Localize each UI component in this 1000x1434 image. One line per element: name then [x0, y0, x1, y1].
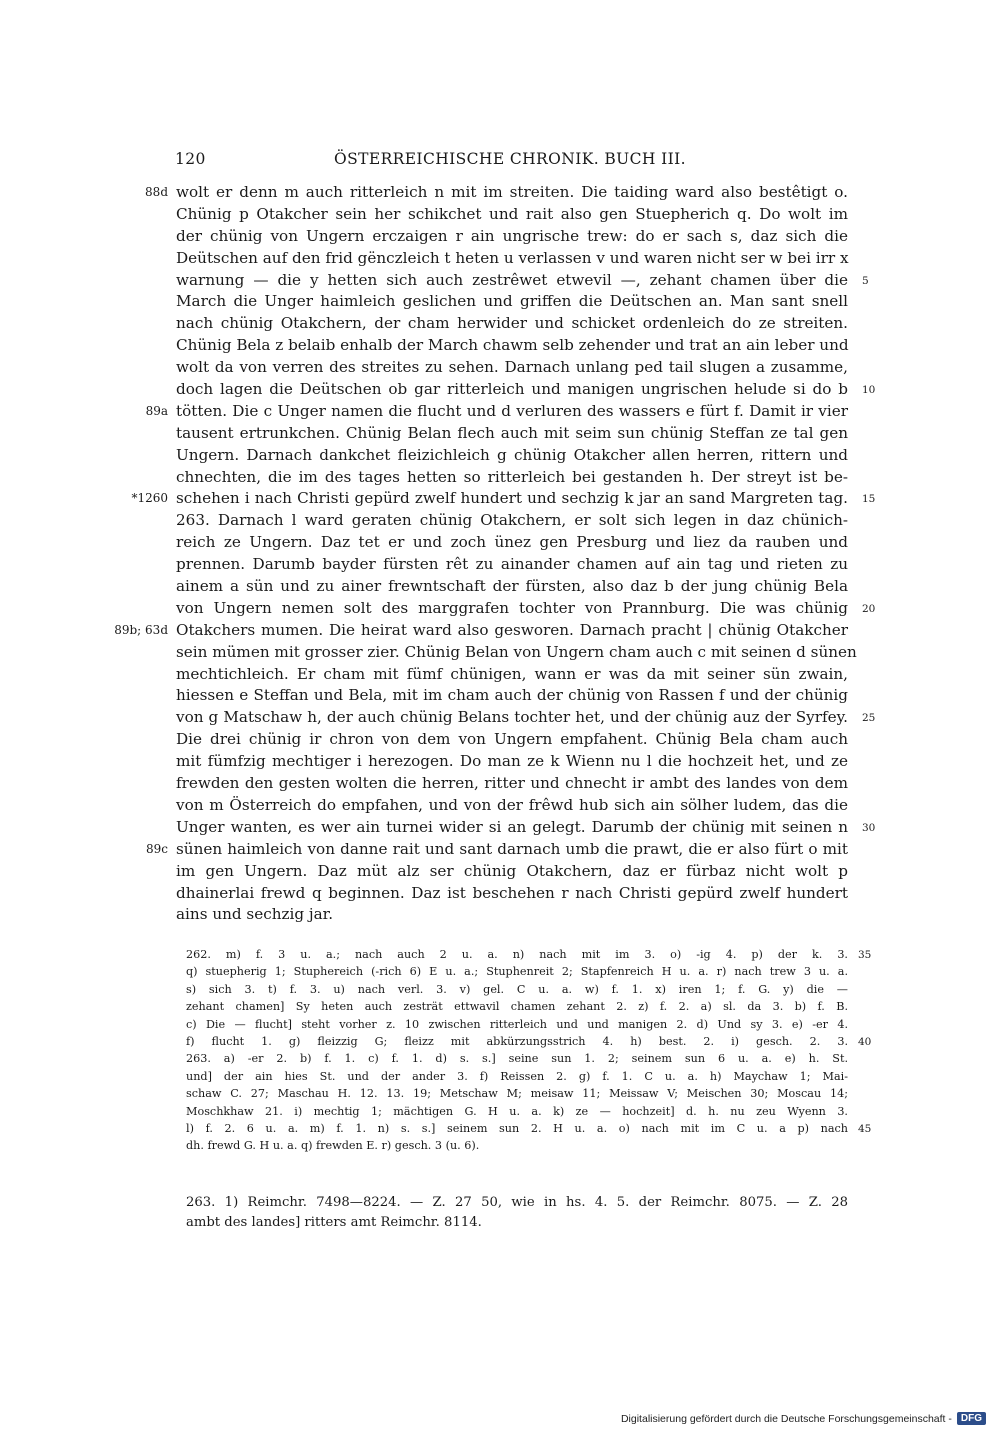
line-text: March die Unger haimleich geslichen und griffen die Deütschen an. Man sant snell — [176, 292, 848, 311]
text-line — [114, 620, 848, 642]
text-line — [131, 488, 876, 510]
line-text: 263. a) -er 2. b) f. 1. c) f. 1. d) s. s.] seine sun 1. 2; seinem sun 6 u. a. e) h. St. — [186, 1052, 848, 1066]
line-text: prennen. Darumb bayder fürsten rêt zu ainander chamen auf ain tag und rieten zu — [176, 555, 848, 574]
line-text: c) Die — flucht] steht vorher z. 10 zwischen ritterleich und und manigen 2. d) Und sy 3. e) -er 4. — [186, 1017, 848, 1031]
line-text: chnechten, die im des tages hetten so ritterleich bei gestanden h. Der streyt ist be- — [176, 467, 848, 486]
text-line — [145, 182, 848, 204]
line-text: f) flucht 1. g) fleizzig G; fleizz mit abkürzungsstrich 4. h) best. 2. i) gesch. 2. 3. — [186, 1034, 848, 1048]
text-line — [176, 664, 848, 686]
source-line — [186, 1193, 848, 1213]
line-text: Unger wanten, es wer ain turnei wider si an gelegt. Darumb der chünig mit seinen n — [176, 817, 848, 836]
line-text: Die drei chünig ir chron von dem von Ungern empfahent. Chünig Bela cham auch — [176, 730, 848, 749]
line-text: dhainerlai frewd q beginnen. Daz ist beschehen r nach Christi gepürd zwelf hundert — [176, 883, 848, 902]
text-line — [176, 598, 876, 620]
text-line — [176, 270, 869, 292]
text-line — [176, 335, 848, 357]
note-line — [186, 998, 848, 1015]
line-number: 45 — [858, 1122, 872, 1135]
text-line — [176, 729, 848, 751]
note-line — [186, 1137, 848, 1154]
line-text: von Ungern nemen solt des marggrafen tochter von Prannburg. Die was chünig — [176, 598, 848, 617]
line-text: 262. m) f. 3 u. a.; nach auch 2 u. a. n) nach mit im 3. o) -ig 4. p) der k. 3. — [186, 948, 848, 961]
line-text: l) f. 2. 6 u. a. m) f. 1. n) s. s.] seinem sun 2. H u. a. o) nach mit im C u. a p) nach — [186, 1121, 848, 1135]
page-number: 120 — [175, 150, 206, 168]
text-line — [176, 291, 848, 313]
line-text: wolt da von verren des streites zu sehen. Darnach unlang ped tail slugen a zusamme, — [176, 358, 848, 377]
text-line — [176, 576, 848, 598]
line-text: doch lagen die Deütschen ob gar ritterleich und manigen ungrischen helude si do b — [176, 380, 848, 399]
line-number: 15 — [862, 493, 876, 506]
line-text: schehen i nach Christi gepürd zwelf hundert und sechzig k jar an sand Margreten tag. — [176, 489, 848, 508]
line-text: mit fümfzig mechtiger i herezogen. Do man ze k Wienn nu l die hochzeit het, und ze — [176, 752, 848, 771]
text-line — [145, 401, 848, 423]
folio-reference: 89c — [146, 841, 168, 856]
text-line — [176, 707, 876, 729]
line-text: dh. frewd G. H u. a. q) frewden E. r) gesch. 3 (u. 6). — [186, 1139, 480, 1153]
note-line — [186, 1085, 848, 1102]
critical-apparatus — [186, 946, 872, 1155]
folio-reference: 89a — [145, 403, 168, 418]
folio-reference: *1260 — [131, 491, 168, 506]
line-text: tausent ertrunkchen. Chünig Belan flech auch mit seim sun chünig Steffan ze tal gen — [176, 423, 848, 442]
folio-reference: 89b; 63d — [114, 622, 168, 637]
text-line — [176, 883, 848, 905]
line-text: zehant chamen] Sy heten auch zesträt ettwavil chamen zehant 2. z) f. 2. a) sl. da 3. b) f. B. — [186, 1000, 848, 1014]
line-text: sein mümen mit grosser zier. Chünig Belan von Ungern cham auch c mit seinen d sünen — [176, 642, 857, 661]
note-line — [186, 1068, 848, 1085]
note-line — [186, 1120, 872, 1137]
chronicle-text — [114, 182, 876, 926]
text-line — [176, 642, 857, 664]
text-line — [176, 685, 848, 707]
running-title: ÖSTERREICHISCHE CHRONIK. BUCH III. — [333, 150, 687, 168]
page-header — [175, 150, 845, 174]
text-line — [176, 532, 848, 554]
line-text: Chünig Bela z belaib enhalb der March chawm selb zehender und trat an ain leber und — [176, 336, 849, 355]
text-line — [176, 445, 848, 467]
line-text: ains und sechzig jar. — [176, 905, 334, 924]
text-line — [176, 423, 848, 445]
line-text: reich ze Ungern. Daz tet er und zoch ünez gen Presburg und liez da rauben und — [176, 533, 848, 552]
line-number: 5 — [862, 274, 869, 287]
line-number: 35 — [858, 949, 872, 961]
line-number: 40 — [858, 1035, 872, 1048]
text-line — [176, 510, 848, 532]
text-line — [176, 861, 848, 883]
text-line — [176, 817, 876, 839]
line-number: 25 — [862, 712, 876, 725]
note-line — [186, 1033, 872, 1050]
note-line — [186, 1103, 848, 1120]
note-line — [186, 1016, 848, 1033]
text-line — [176, 248, 848, 270]
line-text: Moschkhaw 21. i) mechtig 1; mächtigen G. H u. a. k) ze — hochzeit] d. h. nu zeu Wyenn 3. — [186, 1104, 848, 1118]
note-line — [186, 946, 872, 963]
line-text: von g Matschaw h, der auch chünig Belans tochter het, und der chünig auz der Syrfey. — [176, 708, 848, 727]
text-line — [176, 357, 848, 379]
dfg-logo: DFG — [957, 1412, 986, 1425]
text-line — [176, 904, 848, 926]
line-text: im gen Ungern. Daz müt alz ser chünig Otakchern, daz er fürbaz nicht wolt p — [176, 861, 848, 880]
line-text: schaw C. 27; Maschau H. 12. 13. 19; Metschaw M; meisaw 11; Meissaw V; Meischen 30; Moscau 14; — [186, 1087, 848, 1101]
note-line — [186, 1050, 848, 1067]
line-text: von m Österreich do empfahen, und von der frêwd hub sich ain sölher ludem, das die — [176, 795, 848, 814]
footer-credit: Digitalisierung gefördert durch die Deutsche Forschungsgemeinschaft - — [620, 1412, 952, 1425]
line-number: 30 — [862, 821, 876, 834]
line-number: 10 — [862, 384, 876, 397]
line-text: 263. Darnach l ward geraten chünig Otakchern, er solt sich legen in daz chünich- — [176, 511, 848, 530]
folio-reference: 88d — [145, 185, 168, 199]
text-line — [176, 467, 848, 489]
text-line — [176, 204, 848, 226]
line-text: Otakchers mumen. Die heirat ward also gesworen. Darnach pracht | chünig Otakcher — [176, 620, 848, 639]
source-line — [186, 1213, 848, 1233]
line-text: warnung — die y hetten sich auch zestrêwet etwevil —, zehant chamen über die — [176, 270, 848, 289]
line-text: ambt des landes] ritters amt Reimchr. 8114. — [186, 1214, 482, 1230]
line-text: sünen haimleich von danne rait und sant darnach umb die prawt, die er also fürt o mit — [176, 839, 848, 858]
note-line — [186, 963, 848, 980]
line-text: Chünig p Otakcher sein her schikchet und rait also gen Stuepherich q. Do wolt im — [176, 204, 848, 223]
note-line — [186, 981, 848, 998]
text-line — [146, 839, 848, 861]
line-text: nach chünig Otakchern, der cham herwider und schicket ordenleich do ze streiten. — [176, 314, 848, 333]
line-text: hiessen e Steffan und Bela, mit im cham auch der chünig von Rassen f und der chünig — [176, 686, 848, 705]
line-text: frewden den gesten wolten die herren, ritter und chnecht ir ambt des landes von dem — [176, 774, 848, 793]
source-notes — [186, 1193, 848, 1232]
text-line — [176, 554, 848, 576]
line-text: q) stuepherig 1; Stuphereich (-rich 6) E u. a.; Stuphenreit 2; Stapfenreich H u. a. r) nach trew 3 u. a. — [186, 965, 848, 979]
line-text: tötten. Die c Unger namen die flucht und d verluren des wassers e fürt f. Damit ir vier — [176, 401, 848, 420]
line-text: der chünig von Ungern erczaigen r ain ungrische trew: do er sach s, daz sich die — [176, 226, 848, 245]
text-line — [176, 773, 848, 795]
text-line — [176, 795, 848, 817]
line-text: und] der ain hies St. und der ander 3. f) Reissen 2. g) f. 1. C u. a. h) Maychaw 1; Mai- — [186, 1069, 848, 1083]
text-line — [176, 379, 876, 401]
text-line — [176, 751, 848, 773]
digitization-footer — [621, 1412, 986, 1425]
line-text: ainem a sün und zu ainer frewntschaft der fürsten, also daz b der jung chünig Bela — [176, 577, 848, 596]
text-line — [176, 226, 848, 248]
line-text: 263. 1) Reimchr. 7498—8224. — Z. 27 50, wie in hs. 4. 5. der Reimchr. 8075. — Z. 28 — [186, 1195, 848, 1210]
line-text: s) sich 3. t) f. 3. u) nach verl. 3. v) gel. C u. a. w) f. 1. x) iren 1; f. G. y) die — — [186, 982, 848, 996]
line-text: mechtichleich. Er cham mit fümf chünigen, wann er was da mit seiner sün zwain, — [176, 664, 848, 683]
line-number: 20 — [862, 602, 876, 615]
line-text: Deütschen auf den frid gënczleich t heten u verlassen v und waren nicht ser w bei irr x — [176, 248, 849, 267]
line-text: Ungern. Darnach dankchet fleizichleich g chünig Otakcher allen herren, rittern und — [176, 445, 848, 464]
line-text: wolt er denn m auch ritterleich n mit im streiten. Die taiding ward also bestêtigt o. — [176, 183, 848, 201]
text-line — [176, 313, 848, 335]
